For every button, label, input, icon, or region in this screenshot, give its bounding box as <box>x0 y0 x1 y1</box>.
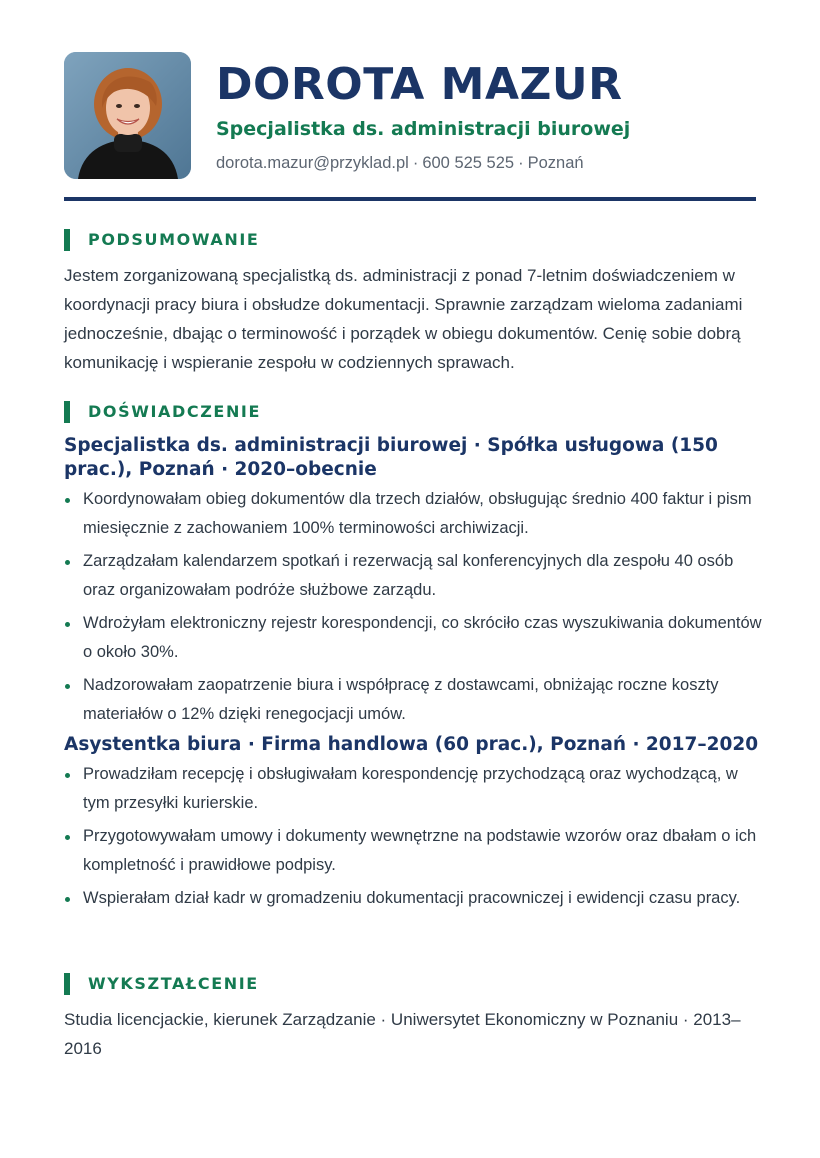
bullet-dot <box>65 773 70 778</box>
summary-section <box>64 229 764 377</box>
bullet-dot <box>65 560 70 565</box>
candidate-role: Specjalistka ds. administracji biurowej <box>216 118 631 140</box>
contact-phone: 600 525 525 <box>422 154 515 172</box>
section-heading-label: DOŚWIADCZENIE <box>88 402 262 421</box>
bullet-text: Koordynowałam obieg dokumentów dla trzech działów, obsługując średnio 400 faktur i pism miesięcznie z zachowaniem 100% terminowości archiwizacji. <box>83 490 752 537</box>
bullet-dot <box>65 897 70 902</box>
resume-header <box>64 52 756 180</box>
bullet-text: Zarządzałam kalendarzem spotkań i rezerwacją sal konferencyjnych dla zespołu 40 osób oraz organizowałam podróże służbowe zarządu. <box>83 552 734 599</box>
bullet-dot <box>65 622 70 627</box>
list-item <box>64 884 764 913</box>
list-item <box>64 485 764 543</box>
section-heading <box>64 973 764 995</box>
contact-separator: · <box>412 154 419 172</box>
job-heading: Asystentka biura · Firma handlowa (60 prac.), Poznań · 2017–2020 <box>64 734 759 755</box>
profile-photo <box>64 52 191 179</box>
bullet-text: Wdrożyłam elektroniczny rejestr korespondencji, co skróciło czas wyszukiwania dokumentów o około 30%. <box>83 614 762 661</box>
contact-separator: · <box>518 154 524 172</box>
contact-city: Poznań <box>527 154 584 172</box>
list-item <box>64 822 764 880</box>
job-bullets <box>64 760 764 913</box>
job-bullets <box>64 485 764 729</box>
candidate-name: DOROTA MAZUR <box>216 59 623 110</box>
bullet-text: Wspierałam dział kadr w gromadzeniu dokumentacji pracowniczej i ewidencji czasu pracy. <box>83 889 741 907</box>
section-accent-bar <box>64 973 70 995</box>
bullet-text: Przygotowywałam umowy i dokumenty wewnętrzne na podstawie wzorów oraz dbałam o ich kompletność i prawidłowe podpisy. <box>83 827 757 874</box>
contact-email: dorota.mazur@przyklad.pl <box>216 154 409 172</box>
section-heading <box>64 401 764 423</box>
job-heading: Specjalistka ds. administracji biurowej · Spółka usługowa (150 prac.), Poznań · 2020–obecnie <box>64 435 718 480</box>
bullet-dot <box>65 498 70 503</box>
section-accent-bar <box>64 401 70 423</box>
section-heading <box>64 229 764 251</box>
job-entry <box>64 434 764 729</box>
section-heading-label: PODSUMOWANIE <box>88 230 260 249</box>
portrait-illustration <box>64 52 191 179</box>
list-item <box>64 547 764 605</box>
bullet-dot <box>65 835 70 840</box>
header-divider <box>64 197 756 201</box>
experience-section <box>64 401 764 917</box>
bullet-text: Prowadziłam recepcję i obsługiwałam korespondencję przychodzącą oraz wychodzącą, w tym przesyłki kurierskie. <box>83 765 738 812</box>
summary-text: Jestem zorganizowaną specjalistką ds. administracji z ponad 7-letnim doświadczeniem w koordynacji pracy biura i obsłudze dokumentacji. Sprawnie zarządzam wieloma zadaniami jednocześnie, dbając o terminowość i porządek w obiegu dokumentów. Cenię sobie dobrą komunikację i wspieranie zespołu w codziennych sprawach. <box>64 266 743 372</box>
education-text: Studia licencjackie, kierunek Zarządzanie · Uniwersytet Ekonomiczny w Poznaniu · 2013–2016 <box>64 1010 741 1058</box>
list-item <box>64 760 764 818</box>
section-heading-label: WYKSZTAŁCENIE <box>88 974 259 993</box>
bullet-dot <box>65 684 70 689</box>
contact-line <box>216 151 630 175</box>
list-item <box>64 609 764 667</box>
education-section <box>64 973 764 1063</box>
job-entry <box>64 733 764 913</box>
bullet-text: Nadzorowałam zaopatrzenie biura i współpracę z dostawcami, obniżając roczne koszty materiałów o 12% dzięki renegocjacji umów. <box>83 676 719 723</box>
section-accent-bar <box>64 229 70 251</box>
header-text <box>216 52 630 175</box>
list-item <box>64 671 764 729</box>
